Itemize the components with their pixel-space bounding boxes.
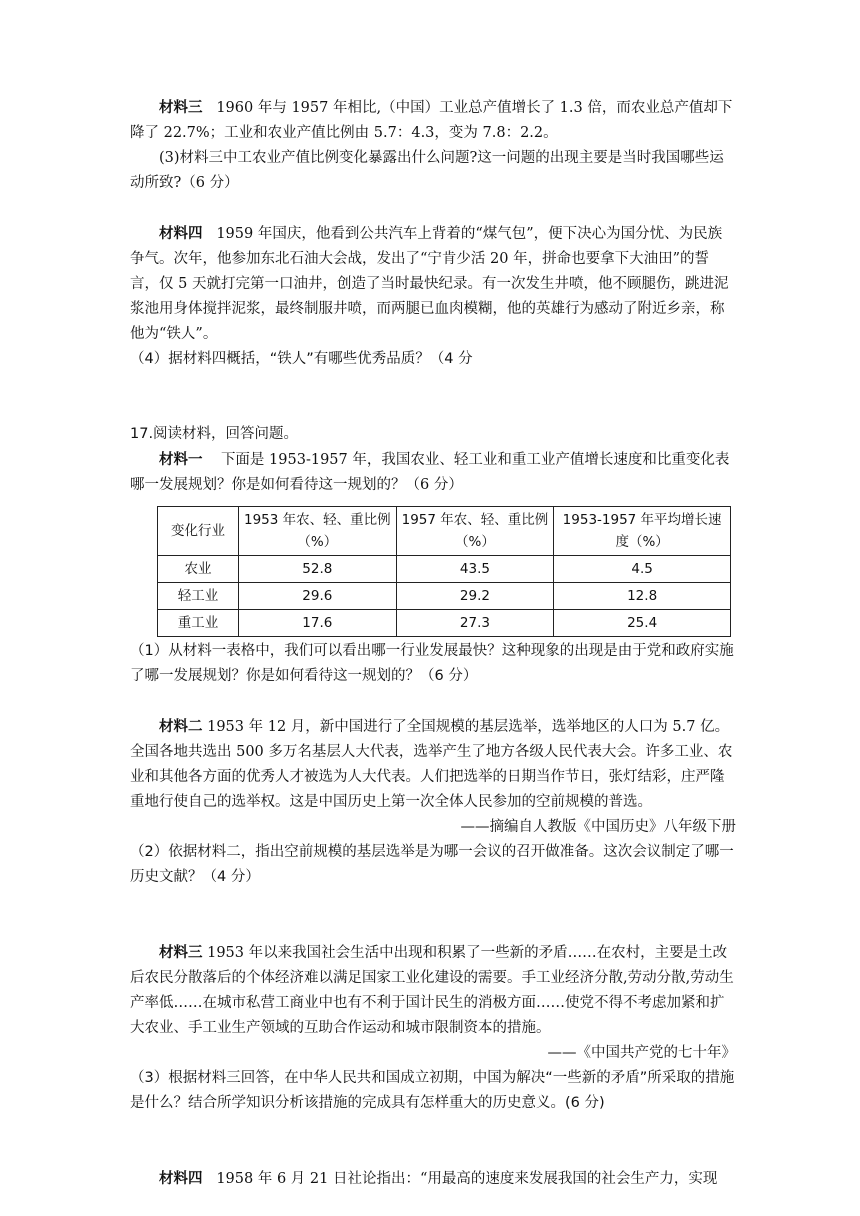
q17-material-1 [130, 447, 736, 498]
document-page [130, 95, 736, 1192]
q17-material-2 [130, 714, 736, 815]
table-cell: 4.5 [554, 556, 731, 583]
question-17-title: 17.阅读材料，回答问题。 [130, 426, 299, 442]
industry-table [157, 506, 731, 637]
table-row [158, 610, 731, 637]
source-citation: ——摘编自人教版《中国历史》八年级下册 [460, 819, 736, 835]
question-3: (3)材料三中工农业产值比例变化暴露出什么问题?这一问题的出现主要是当时我国哪些运动所致?（6 分） [130, 150, 724, 191]
material-label: 材料一 [159, 451, 203, 468]
table-header-cell: 1953-1957 年平均增长速度（%） [554, 507, 731, 556]
table-cell: 52.8 [239, 556, 397, 583]
table-cell: 重工业 [158, 610, 239, 637]
q17-material-3 [130, 940, 736, 1041]
table-cell: 43.5 [396, 556, 554, 583]
material-text: 1959 年国庆，他看到公共汽车上背着的“煤气包”，便下决心为国分忧、为民族争气。次年，他参加东北石油大会战，发出了“宁肯少活 20 年，拼命也要拿下大油田”的誓言，仅 5 天就打完第一口油井，创造了当时最快纪录。有一次发生井喷，他不顾腿伤，跳进泥浆池用身体搅拌泥浆，最终制服井喷，而两腿已血肉模糊，他的英雄行为感动了附近乡亲，称他为“铁人”。 [130, 226, 729, 342]
q17-question-1: （1）从材料一表格中，我们可以看出哪一行业发展最快？这种现象的出现是由于党和政府实施了哪一发展规划？你是如何看待这一规划的？（6 分） [130, 643, 734, 684]
table-cell: 27.3 [396, 610, 554, 637]
table-cell: 29.2 [396, 583, 554, 610]
material-text: 1958 年 6 月 21 日社论指出：“用最高的速度来发展我国的社会生产力，实现 [216, 1171, 718, 1187]
table-cell: 农业 [158, 556, 239, 583]
table-header-cell: 1953 年农、轻、重比例（%） [239, 507, 397, 556]
material-4-paragraph [130, 221, 736, 347]
material-3-paragraph [130, 95, 736, 146]
table-cell: 17.6 [239, 610, 397, 637]
table-header-cell: 变化行业 [158, 507, 239, 556]
material-label: 材料四 [159, 225, 203, 242]
table-header-cell: 1957 年农、轻、重比例（%） [396, 507, 554, 556]
material-text: 1960 年与 1957 年相比,（中国）工业总产值增长了 1.3 倍，而农业总产值却下降了 22.7%；工业和农业产值比例由 5.7：4.3，变为 7.8：2.2。 [130, 100, 733, 141]
table-cell: 12.8 [554, 583, 731, 610]
q17-material-4 [130, 1166, 736, 1192]
table-cell: 25.4 [554, 610, 731, 637]
q17-question-2: （2）依据材料二，指出空前规模的基层选举是为哪一会议的召开做准备。这次会议制定了哪一历史文献？（4 分） [130, 844, 734, 885]
table-row [158, 583, 731, 610]
source-citation: ——《中国共产党的七十年》 [547, 1045, 736, 1061]
table-cell: 29.6 [239, 583, 397, 610]
material-label: 材料二 [159, 718, 203, 735]
question-4: （4）据材料四概括，“铁人”有哪些优秀品质？（4 分 [130, 351, 473, 367]
material-label: 材料三 [159, 99, 203, 116]
material-text: 1953 年以来我国社会生活中出现和积累了一些新的矛盾……在农村，主要是土改后农民分散落后的个体经济难以满足国家工业化建设的需要。手工业经济分散,劳动分散,劳动生产率低……在城市私营工商业中也有不利于国计民生的消极方面……使党不得不考虑加紧和扩大农业、手工业生产领域的互助合作运动和城市限制资本的措施。 [130, 945, 734, 1036]
table-cell: 轻工业 [158, 583, 239, 610]
table-header-row [158, 507, 731, 556]
material-label: 材料三 [159, 944, 203, 961]
material-text: 下面是 1953-1957 年，我国农业、轻工业和重工业产值增长速度和比重变化表哪一发展规划？你是如何看待这一规划的？（6 分） [130, 452, 730, 493]
material-label: 材料四 [159, 1170, 203, 1187]
material-text: 1953 年 12 月，新中国进行了全国规模的基层选举，选举地区的人口为 5.7 亿。全国各地共选出 500 多万名基层人大代表，选举产生了地方各级人民代表大会。许多工业、农业和其他各方面的优秀人才被选为人大代表。人们把选举的日期当作节日，张灯结彩，庄严隆重地行使自己的选举权。这是中国历史上第一次全体人民参加的空前规模的普选。 [130, 719, 733, 810]
table-row [158, 556, 731, 583]
q17-question-3: （3）根据材料三回答，在中华人民共和国成立初期，中国为解决“一些新的矛盾”所采取的措施是什么？结合所学知识分析该措施的完成具有怎样重大的历史意义。(6 分) [130, 1070, 735, 1111]
